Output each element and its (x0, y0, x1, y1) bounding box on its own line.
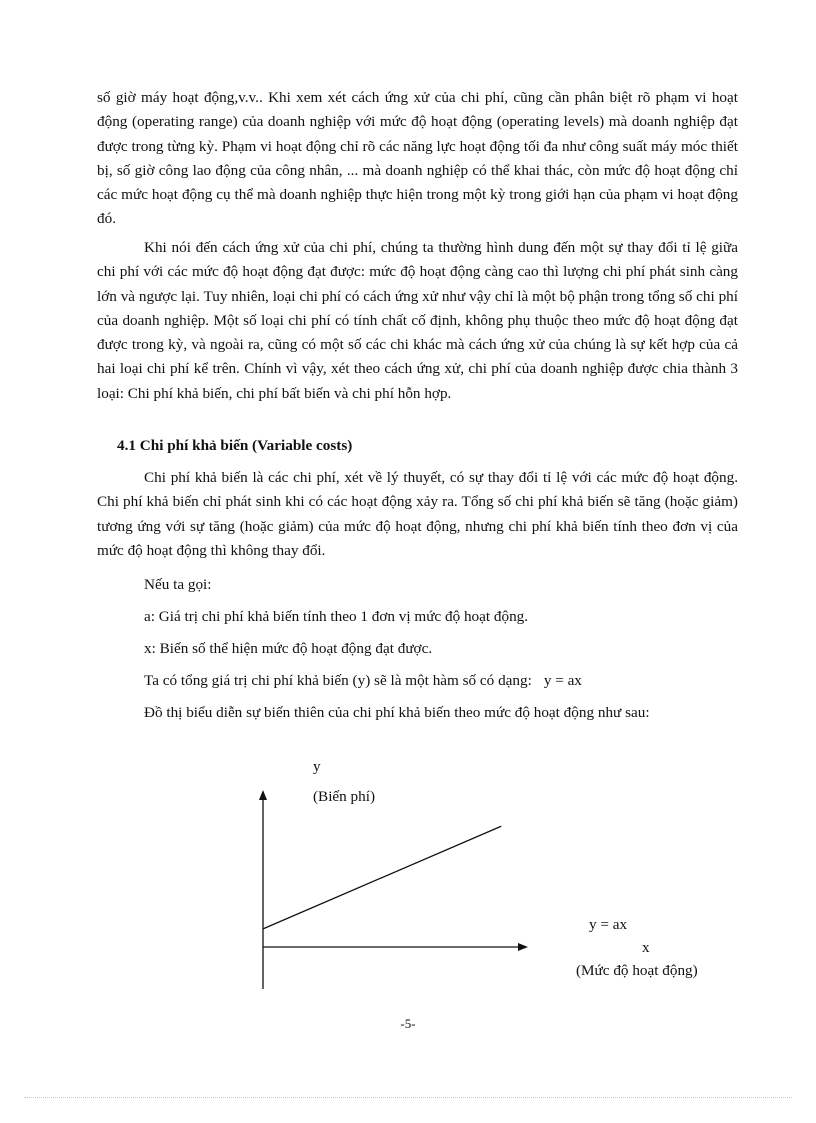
total-formula-prefix: Ta có tổng giá trị chi phí khả biến (y) sẽ là một hàm số có dạng: (144, 672, 532, 689)
y-axis-note: (Biến phí) (313, 788, 376, 805)
line-if-we-call: Nếu ta gọi: (144, 576, 212, 593)
page-number: -5- (400, 1016, 416, 1031)
footer-divider (24, 1097, 792, 1098)
x-axis-note: (Mức độ hoạt động) (576, 962, 698, 979)
y-axis-label: y (313, 758, 321, 775)
y-axis-arrow (259, 790, 267, 800)
x-axis-label: x (642, 939, 650, 956)
equation-label: y = ax (589, 916, 628, 933)
paragraph-text: Chi phí khả biến là các chi phí, xét về lý thuyết, có sự thay đổi tỉ lệ với các mức độ hoạt động. Chi phí khả biến chỉ phát sinh khi có các hoạt động xảy ra. Tổng số chi phí khả biến sẽ tăng (hoặc giảm) tương ứng với sự tăng (hoặc giảm) của mức độ hoạt động, nhưng chi phí khả biến tính theo đơn vị của mức độ hoạt động thì không thay đổi. (97, 469, 738, 559)
total-formula: y = ax (543, 672, 582, 689)
paragraph-text: số giờ máy hoạt động,v.v.. Khi xem xét cách ứng xử của chi phí, cũng cần phân biệt rõ phạm vi hoạt động (operating range) của doanh nghiệp với mức độ hoạt động (operating levels) mà doanh nghiệp đạt được trong từng kỳ. Phạm vi hoạt động chỉ rõ các năng lực hoạt động tối đa như công suất máy móc thiết bị, số giờ công lao động của công nhân, ... mà doanh nghiệp có thể khai thác, còn mức độ hoạt động chỉ các mức hoạt động cụ thể mà doanh nghiệp thực hiện trong một kỳ trong giới hạn của phạm vi hoạt động đó. (97, 89, 738, 228)
line-definition-x: x: Biến số thể hiện mức độ hoạt động đạt được. (144, 640, 433, 657)
section-heading-variable-costs: 4.1 Chi phí khả biến (Variable costs) (117, 437, 353, 454)
x-axis-arrow (518, 943, 528, 951)
line-definition-a: a: Giá trị chi phí khả biến tính theo 1 đơn vị mức độ hoạt động. (144, 608, 529, 625)
line-graph-intro: Đồ thị biểu diễn sự biến thiên của chi phí khả biến theo mức độ hoạt động như sau: (144, 704, 650, 721)
series-line-y-ax (263, 826, 501, 929)
paragraph-text: Khi nói đến cách ứng xử của chi phí, chúng ta thường hình dung đến một sự thay đổi tỉ lệ giữa chi phí với các mức độ hoạt động đạt được: mức độ hoạt động càng cao thì lượng chi phí phát sinh càng lớn và ngược lại. Tuy nhiên, loại chi phí có cách ứng xử như vậy chỉ là một bộ phận trong tổng số chi phí của doanh nghiệp. Một số loại chi phí có tính chất cố định, không phụ thuộc theo mức độ hoạt động đạt được trong kỳ, và ngoài ra, cũng có một số các chi khác mà cách ứng xử của chúng là sự kết hợp của cả hai loại chi phí kể trên. Chính vì vậy, xét theo cách ứng xử, chi phí của doanh nghiệp được chia thành 3 loại: Chi phí khả biến, chi phí bất biến và chi phí hỗn hợp. (97, 239, 738, 402)
